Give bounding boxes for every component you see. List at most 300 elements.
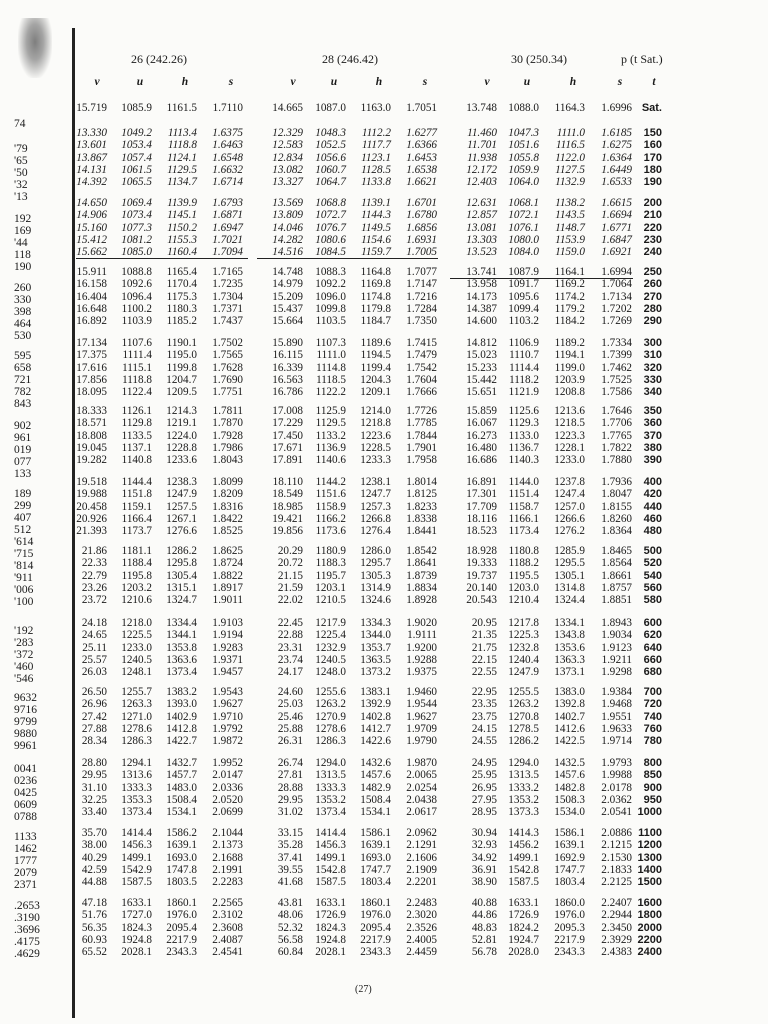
cell-h: 1363.3 (554, 653, 585, 666)
margin-number: '50 (14, 167, 28, 179)
table-row (0, 806, 768, 818)
cell-u: 1333.3 (121, 781, 152, 794)
cell-h: 1393.0 (166, 698, 197, 711)
cell-h: 1483.0 (166, 781, 197, 794)
cell-v: 24.15 (471, 722, 497, 735)
cell-v: 24.18 (81, 617, 107, 629)
margin-number: 2371 (14, 879, 37, 891)
cell-s: 1.8364 (601, 525, 632, 538)
margin-number: '65 (14, 155, 28, 167)
cell-u: 1133.2 (315, 429, 346, 442)
cell-u: 1111.4 (122, 349, 152, 362)
cell-u: 1052.5 (315, 139, 346, 152)
cell-v: 18.808 (76, 429, 107, 442)
cell-temperature: 330 (643, 373, 662, 386)
cell-h: 1154.6 (361, 233, 391, 246)
cell-s: 1.8834 (406, 581, 437, 594)
cell-h: 1209.5 (166, 386, 197, 399)
cell-s: 2.1530 (601, 851, 632, 864)
cell-h: 1133.8 (361, 176, 391, 189)
cell-v: 26.95 (471, 781, 497, 794)
cell-temperature: 310 (643, 349, 662, 362)
cell-v: 28.95 (471, 806, 497, 819)
table-row (0, 782, 768, 794)
cell-v: 14.650 (76, 197, 107, 209)
cell-u: 1456.2 (508, 839, 539, 852)
cell-u: 1263.3 (121, 698, 152, 711)
cell-u: 1456.3 (315, 839, 346, 852)
cell-s: 1.8125 (406, 488, 437, 501)
cell-u: 1726.9 (315, 909, 346, 922)
cell-s: 1.9988 (601, 769, 632, 782)
cell-v: 37.41 (277, 851, 303, 864)
cell-v: 15.160 (76, 221, 107, 234)
cell-u: 1051.6 (508, 139, 539, 152)
cell-s: 1.7202 (601, 302, 632, 315)
cell-s: 1.8099 (212, 476, 243, 488)
cell-u: 1088.8 (121, 266, 152, 278)
table-row (0, 152, 768, 164)
cell-h: 1164.3 (554, 102, 585, 114)
column-header-v: v (484, 76, 490, 88)
cell-u: 1129.3 (508, 417, 539, 430)
cell-temperature: 160 (643, 139, 662, 152)
cell-v: 15.890 (272, 337, 303, 349)
table-row (0, 278, 768, 290)
cell-u: 1091.7 (508, 278, 539, 291)
cell-temperature: 500 (643, 545, 662, 557)
margin-number: .4175 (14, 936, 40, 948)
margin-number: '006 (14, 584, 34, 596)
cell-u: 1225.4 (315, 629, 346, 642)
cell-v: 16.892 (76, 315, 107, 328)
cell-v: 17.134 (76, 337, 107, 349)
cell-temperature: 680 (643, 666, 662, 679)
cell-v: 11.460 (467, 127, 497, 139)
cell-h: 1747.7 (360, 863, 391, 876)
table-row (0, 266, 768, 278)
cell-s: 1.8943 (601, 617, 632, 629)
cell-u: 1633.1 (315, 897, 346, 909)
cell-u: 1233.0 (121, 641, 152, 654)
cell-v: 38.90 (471, 876, 497, 889)
cell-u: 1092.2 (315, 278, 346, 291)
cell-s: 1.7525 (601, 373, 632, 386)
cell-h: 1266.6 (554, 512, 585, 525)
cell-s: 1.9123 (601, 641, 632, 654)
cell-u: 1240.5 (315, 653, 346, 666)
cell-h: 1174.8 (360, 290, 391, 303)
cell-temperature: 180 (643, 163, 662, 176)
cell-u: 2028.1 (121, 946, 152, 959)
cell-temperature: 760 (643, 722, 662, 735)
cell-v: 19.421 (272, 512, 303, 525)
cell-v: 16.786 (272, 386, 303, 399)
cell-u: 1333.3 (315, 781, 346, 794)
margin-number: 721 (14, 374, 32, 386)
cell-u: 1096.0 (315, 290, 346, 303)
row-group (0, 266, 768, 327)
cell-u: 1151.8 (121, 488, 152, 501)
cell-v: 19.333 (466, 557, 497, 570)
cell-v: 14.387 (466, 302, 497, 315)
table-row (0, 934, 768, 946)
cell-temperature: 2200 (637, 933, 662, 946)
pressure-header (0, 52, 768, 72)
cell-h: 1247.9 (166, 488, 197, 501)
table-row (0, 698, 768, 710)
cell-v: 19.282 (76, 454, 107, 467)
saturation-boundary-rule (450, 278, 633, 279)
cell-h: 1170.4 (166, 278, 197, 291)
cell-u: 2028.0 (508, 946, 539, 959)
cell-v: 20.926 (76, 512, 107, 525)
cell-temperature: 200 (643, 197, 662, 209)
cell-s: 1.7811 (212, 405, 243, 417)
cell-u: 1824.3 (315, 921, 346, 934)
cell-h: 1194.5 (360, 349, 391, 362)
margin-number: '32 (14, 179, 28, 191)
cell-h: 1247.7 (360, 488, 391, 501)
cell-v: 13.303 (466, 233, 497, 246)
cell-s: 1.7628 (212, 361, 243, 374)
cell-v: 22.45 (277, 617, 303, 629)
cell-s: 2.1291 (406, 839, 437, 852)
table-row (0, 666, 768, 678)
cell-h: 2095.4 (360, 921, 391, 934)
cell-u: 1542.8 (508, 863, 539, 876)
cell-v: 41.68 (277, 876, 303, 889)
cell-v: 14.979 (272, 278, 303, 291)
cell-u: 1073.4 (121, 209, 152, 222)
cell-s: 2.0147 (212, 769, 243, 782)
cell-v: 51.76 (81, 909, 107, 922)
cell-s: 1.6931 (406, 233, 437, 246)
cell-v: 21.75 (471, 641, 497, 654)
cell-h: 1344.0 (360, 629, 391, 642)
cell-u: 1173.7 (121, 525, 152, 538)
cell-h: 1163.0 (360, 102, 391, 114)
cell-v: 26.03 (81, 666, 107, 679)
cell-s: 1.7437 (212, 315, 243, 328)
cell-v: 12.834 (272, 151, 303, 164)
cell-s: 2.0254 (406, 781, 437, 794)
cell-temperature: 300 (643, 337, 662, 349)
cell-v: 31.10 (81, 781, 107, 794)
cell-v: 21.393 (76, 525, 107, 538)
cell-v: 16.648 (76, 302, 107, 315)
table-row (0, 337, 768, 349)
cell-u: 1633.1 (508, 897, 539, 909)
cell-h: 1247.4 (554, 488, 585, 501)
cell-h: 1233.0 (554, 454, 585, 467)
cell-u: 1499.1 (121, 851, 152, 864)
cell-v: 17.450 (272, 429, 303, 442)
cell-v: 18.110 (272, 476, 303, 488)
cell-h: 1639.1 (360, 839, 391, 852)
cell-u: 1084.5 (315, 246, 346, 259)
table-row (0, 582, 768, 594)
cell-u: 1195.7 (315, 569, 346, 582)
cell-u: 1255.6 (315, 686, 346, 698)
cell-v: 21.59 (277, 581, 303, 594)
cell-u: 1133.5 (121, 429, 152, 442)
cell-u: 1080.6 (315, 233, 346, 246)
table-row (0, 909, 768, 921)
cell-u: 1414.4 (121, 827, 152, 839)
cell-s: 1.7765 (601, 429, 632, 442)
cell-s: 1.7986 (212, 441, 243, 454)
cell-h: 1860.0 (554, 897, 585, 909)
cell-s: 1.7064 (601, 278, 632, 291)
cell-h: 2217.9 (554, 933, 585, 946)
cell-u: 1140.3 (508, 454, 539, 467)
cell-h: 1402.9 (166, 710, 197, 723)
cell-s: 2.3526 (406, 921, 437, 934)
cell-s: 2.1688 (212, 851, 243, 864)
margin-number: '100 (14, 596, 34, 608)
cell-v: 16.686 (466, 454, 497, 467)
table-row (0, 513, 768, 525)
cell-u: 1055.8 (508, 151, 539, 164)
cell-u: 1069.4 (121, 197, 152, 209)
cell-s: 1.9375 (406, 666, 437, 679)
cell-s: 1.9211 (601, 653, 632, 666)
cell-v: 16.339 (272, 361, 303, 374)
cell-h: 1218.5 (554, 417, 585, 430)
cell-u: 1088.3 (315, 266, 346, 278)
cell-s: 1.9020 (406, 617, 437, 629)
cell-v: 60.84 (277, 946, 303, 959)
cell-h: 1422.6 (360, 735, 391, 748)
cell-h: 1233.3 (360, 454, 391, 467)
cell-s: 1.6277 (406, 127, 437, 139)
cell-u: 1065.5 (121, 176, 152, 189)
cell-u: 1077.3 (121, 221, 152, 234)
cell-u: 1353.3 (121, 793, 152, 806)
table-row (0, 430, 768, 442)
cell-u: 1240.4 (508, 653, 539, 666)
cell-temperature: 620 (643, 629, 662, 642)
cell-u: 1195.5 (508, 569, 539, 582)
cell-u: 1060.7 (315, 163, 346, 176)
cell-v: 14.392 (76, 176, 107, 189)
cell-u: 1180.9 (315, 545, 346, 557)
cell-h: 1285.9 (554, 545, 585, 557)
cell-u: 1125.9 (315, 405, 346, 417)
cell-u: 1103.2 (508, 315, 539, 328)
cell-v: 19.988 (76, 488, 107, 501)
cell-s: 1.9710 (212, 710, 243, 723)
cell-h: 1148.7 (555, 221, 585, 234)
cell-h: 1266.8 (360, 512, 391, 525)
table-row (0, 557, 768, 569)
cell-h: 1373.2 (360, 666, 391, 679)
cell-s: 1.6921 (601, 246, 632, 259)
cell-s: 2.1373 (212, 839, 243, 852)
margin-number: 595 (14, 350, 32, 362)
cell-h: 1803.5 (166, 876, 197, 889)
cell-v: 16.158 (76, 278, 107, 291)
cell-h: 1214.0 (360, 405, 391, 417)
cell-s: 1.7304 (212, 290, 243, 303)
cell-v: 12.329 (272, 127, 303, 139)
cell-v: 19.856 (272, 525, 303, 538)
cell-s: 2.0438 (406, 793, 437, 806)
cell-u: 1414.3 (508, 827, 539, 839)
column-header-h: h (181, 76, 189, 88)
margin-number: '460 (14, 661, 34, 673)
cell-v: 16.115 (272, 349, 303, 362)
margin-number: 398 (14, 306, 32, 318)
cell-v: 60.93 (81, 933, 107, 946)
page-number: (27) (355, 984, 372, 995)
cell-u: 1173.4 (508, 525, 539, 538)
margin-number: 189 (14, 488, 32, 500)
cell-v: 16.067 (466, 417, 497, 430)
margin-number: 1133 (14, 831, 37, 843)
margin-number: .3696 (14, 924, 40, 936)
margin-number: 133 (14, 468, 32, 480)
cell-s: 1.7928 (212, 429, 243, 442)
cell-s: 2.0362 (601, 793, 632, 806)
cell-v: 19.737 (466, 569, 497, 582)
cell-u: 1286.3 (121, 735, 152, 748)
cell-temperature: 1600 (637, 897, 662, 909)
cell-v: 36.91 (471, 863, 497, 876)
cell-h: 1179.8 (360, 302, 391, 315)
cell-s: 1.9633 (601, 722, 632, 735)
cell-h: 1363.6 (166, 653, 197, 666)
cell-u: 1151.6 (315, 488, 346, 501)
margin-number: 1777 (14, 855, 37, 867)
cell-s: 1.9872 (212, 735, 243, 748)
cell-s: 1.6185 (601, 127, 632, 139)
cell-h: 1286.2 (166, 545, 197, 557)
column-header-t: t (652, 76, 656, 88)
cell-h: 1305.3 (360, 569, 391, 582)
cell-s: 2.0699 (212, 806, 243, 819)
cell-s: 1.7216 (406, 290, 437, 303)
cell-v: 18.333 (76, 405, 107, 417)
cell-h: 1803.4 (360, 876, 391, 889)
margin-number: 299 (14, 500, 32, 512)
cell-h: 1373.4 (166, 666, 197, 679)
cell-h: 1976.0 (360, 909, 391, 922)
margin-number: '715 (14, 548, 34, 560)
cell-u: 1263.2 (508, 698, 539, 711)
cell-v: 40.88 (471, 897, 497, 909)
cell-h: 1228.8 (166, 441, 197, 454)
cell-h: 1324.6 (360, 594, 391, 607)
cell-s: 1.9371 (212, 653, 243, 666)
cell-s: 1.8043 (212, 454, 243, 467)
margin-number: 9632 (14, 692, 37, 704)
column-header-h: h (569, 76, 577, 88)
cell-s: 1.9793 (601, 757, 632, 769)
cell-h: 2095.3 (554, 921, 585, 934)
cell-u: 1159.1 (121, 500, 152, 513)
cell-u: 1129.8 (121, 417, 152, 430)
cell-temperature: 1400 (637, 863, 662, 876)
cell-v: 15.412 (76, 233, 107, 246)
cell-u: 1278.5 (508, 722, 539, 735)
cell-h: 1204.7 (166, 373, 197, 386)
margin-number: 9716 (14, 704, 37, 716)
margin-number: 2079 (14, 867, 37, 879)
cell-h: 1150.2 (167, 221, 197, 234)
cell-u: 1210.5 (315, 594, 346, 607)
cell-h: 1276.6 (166, 525, 197, 538)
cell-u: 1072.1 (508, 209, 539, 222)
cell-h: 1508.3 (554, 793, 585, 806)
cell-s: 1.7165 (212, 266, 243, 278)
cell-h: 1276.2 (554, 525, 585, 538)
cell-h: 1184.7 (360, 315, 391, 328)
cell-s: 1.8441 (406, 525, 437, 538)
cell-s: 2.2407 (601, 897, 632, 909)
cell-s: 1.9792 (212, 722, 243, 735)
cell-u: 1313.5 (508, 769, 539, 782)
cell-u: 1125.6 (508, 405, 539, 417)
cell-u: 1333.2 (508, 781, 539, 794)
cell-u: 1294.1 (121, 757, 152, 769)
cell-h: 1392.9 (360, 698, 391, 711)
cell-v: 14.282 (272, 233, 303, 246)
cell-h: 1161.5 (166, 102, 197, 114)
cell-h: 2343.3 (360, 946, 391, 959)
table-row (0, 417, 768, 429)
row-group (0, 197, 768, 258)
cell-s: 1.9714 (601, 735, 632, 748)
cell-u: 1203.2 (121, 581, 152, 594)
cell-s: 2.2125 (601, 876, 632, 889)
cell-h: 1139.9 (167, 197, 197, 209)
table-row (0, 139, 768, 151)
cell-s: 1.6632 (212, 163, 243, 176)
cell-u: 1824.3 (121, 921, 152, 934)
cell-h: 1117.7 (361, 139, 391, 152)
cell-v: 20.29 (277, 545, 303, 557)
cell-v: 56.78 (471, 946, 497, 959)
cell-h: 1412.7 (360, 722, 391, 735)
table-row (0, 594, 768, 606)
cell-h: 1257.0 (554, 500, 585, 513)
cell-s: 1.8851 (601, 594, 632, 607)
cell-v: 32.93 (471, 839, 497, 852)
cell-h: 1422.7 (166, 735, 197, 748)
cell-h: 1586.1 (360, 827, 391, 839)
row-group (0, 827, 768, 888)
cell-h: 1237.8 (554, 476, 585, 488)
cell-s: 1.6793 (212, 197, 243, 209)
cell-v: 25.57 (81, 653, 107, 666)
cell-s: 1.9544 (406, 698, 437, 711)
cell-u: 1103.9 (121, 315, 152, 328)
cell-s: 1.7094 (212, 246, 243, 259)
cell-v: 18.095 (76, 386, 107, 399)
cell-h: 1344.1 (166, 629, 197, 642)
cell-h: 1199.8 (166, 361, 197, 374)
cell-s: 1.9194 (212, 629, 243, 642)
cell-s: 1.9627 (406, 710, 437, 723)
cell-v: 52.81 (471, 933, 497, 946)
cell-u: 1210.4 (508, 594, 539, 607)
cell-u: 1373.4 (315, 806, 346, 819)
cell-v: 13.082 (272, 163, 303, 176)
column-header-u: u (523, 76, 531, 88)
cell-u: 1114.8 (316, 361, 346, 374)
